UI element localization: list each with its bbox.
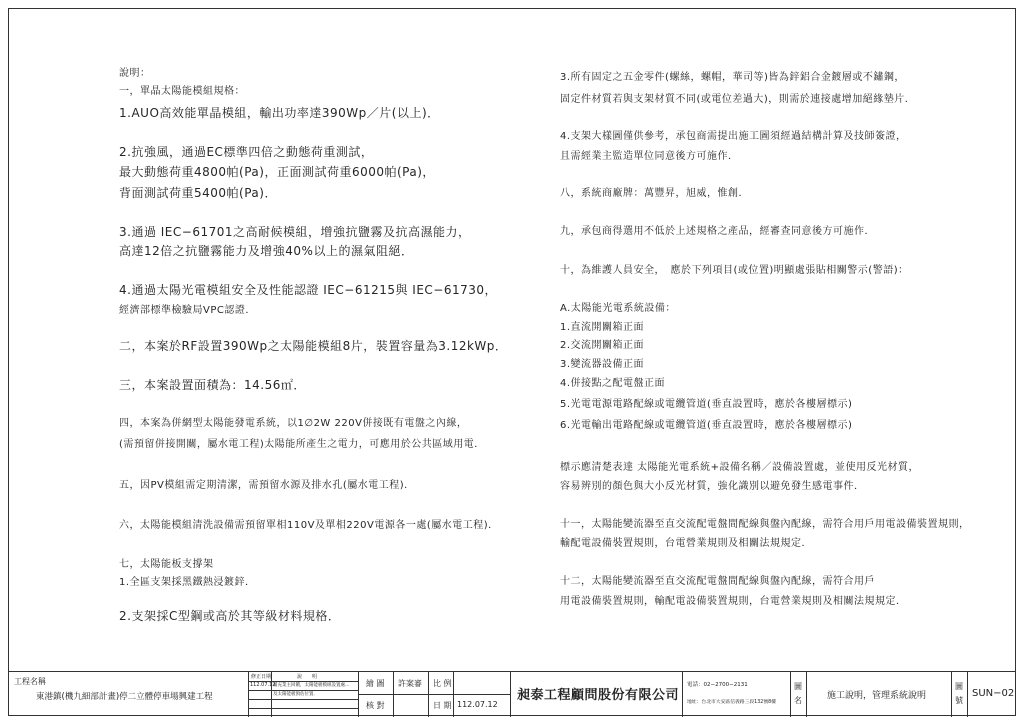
- note-line: 4.通過太陽光電模組安全及性能認證 IEC−61215與 IEC−61730，: [119, 283, 498, 297]
- revision-desc: 補充業主回饋，太陽能板模組設置處...: [273, 683, 350, 688]
- note-line: 五，因PV模組需定期清潔，需預留水源及排水孔(屬水電工程)．: [119, 480, 415, 491]
- drawing-number-label: 圖號: [955, 682, 963, 705]
- note-line: 固定件材質若與支架材質不同(或電位差過大)，則需於連接處增加絕緣墊片．: [560, 94, 916, 105]
- drawing-number: SUN−02: [972, 688, 1015, 699]
- note-line: 5.光電電源電路配線或電纜管道(垂直設置時，應於各樓層標示): [560, 399, 853, 410]
- note-line: 用電設備裝置規則，輸配電設備裝置規則，台電營業規則及相關法規規定．: [560, 596, 907, 607]
- note-line: 九，承包商得選用不低於上述規格之產品，經審查同意後方可施作．: [560, 226, 875, 237]
- note-line: 且需經業主監造單位同意後方可施作．: [560, 151, 739, 162]
- note-line: 1.AUO高效能單晶模組，輸出功率達390Wp／片(以上)．: [119, 106, 440, 120]
- company-address: 地址：台北市大安區信義路三段132號8樓: [687, 700, 776, 705]
- note-line: 六，太陽能模組清洗設備需預留單相110V及單相220V電源各一處(屬水電工程)．: [119, 520, 499, 531]
- note-line: 輸配電設備裝置規則，台電營業規則及相關法規規定．: [560, 538, 812, 549]
- check-label: 核 對: [366, 701, 385, 710]
- note-line: 背面測試荷重5400帕(Pa)．: [119, 186, 277, 200]
- revision-desc: 及太陽能板預估位置．: [273, 692, 318, 697]
- note-line: 一，單晶太陽能模組規格：: [119, 86, 245, 97]
- note-line: 最大動態荷重4800帕(Pa)，正面測試荷重6000帕(Pa)，: [119, 165, 435, 179]
- note-line: 4.支架大樣圖僅供參考，承包商需提出施工圖須經過結構計算及技師簽證，: [560, 131, 907, 142]
- note-line: 十二，太陽能變流器至直交流配電盤間配線與盤內配線，需符合用戶: [560, 576, 875, 587]
- company-name: 昶泰工程顧問股份有限公司: [517, 688, 680, 703]
- note-line: 十一，太陽能變流器至直交流配電盤間配線與盤內配線，需符合用戶用電設備裝置規則，: [560, 519, 970, 530]
- note-line: 容易辨別的顏色與大小反光材質，強化識別以避免發生感電事件．: [560, 481, 865, 492]
- note-line: 七，太陽能板支撐架: [119, 559, 214, 570]
- note-line: 十，為維護人員安全， 應於下列項目(或位置)明顯處張貼相關警示(警語)：: [560, 265, 909, 276]
- note-line: 2.支架採C型鋼或高於其等級材料規格．: [119, 609, 341, 623]
- note-line: 經濟部標準檢驗局VPC認證．: [119, 305, 256, 316]
- note-line: 4.併接點之配電盤正面: [560, 378, 666, 389]
- revision-desc-header: 說 明: [297, 674, 318, 680]
- note-line: 1.直流開關箱正面: [560, 322, 645, 333]
- note-line: 3.通過 IEC−61701之高耐候模組，增強抗鹽霧及抗高濕能力，: [119, 225, 471, 239]
- note-line: 3.變流器設備正面: [560, 359, 645, 370]
- note-line: 標示應清楚表達 太陽能光電系統+設備名稱／設備設置處，並使用反光材質，: [560, 462, 920, 473]
- company-phone: 電話：02−2700−2131: [687, 682, 748, 688]
- note-line: 1.全區支架採黑鐵熱浸鍍鋅．: [119, 577, 256, 588]
- note-line: 2.交流開關箱正面: [560, 340, 645, 351]
- note-line: (需預留併接開關，屬水電工程)太陽能所產生之電力，可應用於公共區域用電．: [119, 439, 485, 450]
- revision-date: 112.07.12: [250, 682, 276, 688]
- note-line: 三，本案設置面積為：14.56㎡．: [119, 378, 306, 392]
- note-line: 二，本案於RF設置390Wp之太陽能模組8片，裝置容量為3.12kWp．: [119, 339, 508, 353]
- project-name: 東港鎮(機九細部計畫)停二立體停車場興建工程: [36, 692, 213, 702]
- note-line: 四，本案為併網型太陽能發電系統，以1∅2W 220V併接既有電盤之內線，: [119, 418, 468, 429]
- revision-table: [248, 672, 358, 717]
- drawing-name-label: 圖名: [794, 682, 802, 705]
- note-line: 3.所有固定之五金零件(螺絲，螺帽，華司等)皆為鋅鋁合金鍍層或不鏽鋼，: [560, 72, 905, 83]
- date-value: 112.07.12: [457, 700, 498, 709]
- revision-date-header: 修正日期: [251, 674, 272, 680]
- note-line: 高達12倍之抗鹽霧能力及增強40%以上的濕氣阻絕．: [119, 244, 414, 258]
- notes-heading: 說明：: [119, 68, 151, 79]
- note-line: 2.抗強風，通過EC標準四倍之動態荷重測試，: [119, 145, 374, 159]
- approver-name: 許案審: [398, 679, 422, 688]
- drawing-name: 施工說明，管理系統說明: [827, 691, 927, 701]
- note-line: 6.光電輸出電路配線或電纜管道(垂直設置時，應於各樓層標示): [560, 420, 853, 431]
- title-block: [8, 671, 1016, 717]
- date-label: 日 期: [433, 701, 452, 710]
- draw-label: 繪 圖: [366, 679, 385, 688]
- note-line: 八，系統商廠牌：萬豐昇，旭威，惟創．: [560, 188, 749, 199]
- scale-label: 比 例: [433, 679, 452, 688]
- project-label: 工程名稱: [14, 677, 46, 686]
- note-line: A.太陽能光電系統設備：: [560, 303, 676, 314]
